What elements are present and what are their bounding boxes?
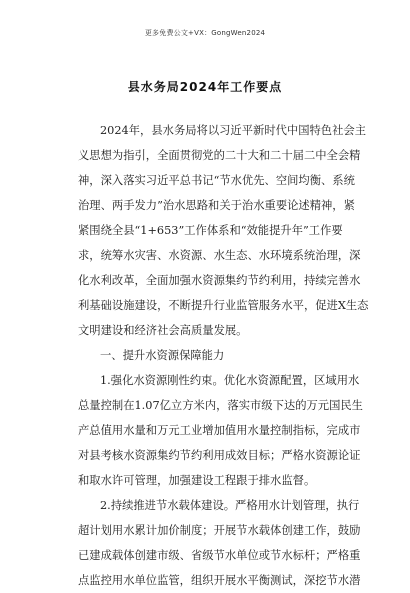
intro-line: 化水利改革，全面加强水资源集约节约利用，持续完善水 bbox=[78, 274, 361, 287]
item1-line: 产总值用水量和万元工业增加值用水量控制指标，完成市 bbox=[78, 424, 361, 437]
intro-line: 神，深入落实习近平总书记“节水优先、空间均衡、系统 bbox=[78, 174, 355, 187]
item2-line: 点监控用水单位监管，组织开展水平衡测试，深挖节水潜 bbox=[78, 574, 361, 587]
intro-line: 利基础设施建设，不断提升行业监管服务水平，促进X生态 bbox=[78, 299, 369, 312]
intro-line: 文明建设和经济社会高质量发展。 bbox=[78, 324, 248, 337]
intro-line: 治理、两手发力”治水思路和关于治水重要论述精神，紧 bbox=[78, 199, 355, 212]
document-title: 县水务局2024年工作要点 bbox=[127, 80, 283, 94]
intro-line: 求，统筹水灾害、水资源、水生态、水环境系统治理，深 bbox=[78, 249, 361, 262]
document-body bbox=[78, 118, 369, 593]
item2-line: 超计划用水累计加价制度；开展节水载体创建工作，鼓励 bbox=[78, 524, 361, 537]
item2-line: 已建成载体创建市级、省级节水单位或节水标杆；严格重 bbox=[78, 549, 361, 562]
intro-line: 紧围绕全县“1+653”工作体系和“效能提升年”工作要 bbox=[78, 224, 343, 237]
item1-line: 和取水许可管理，加强建设工程跟于排水监督。 bbox=[78, 474, 316, 487]
section-heading: 一、提升水资源保障能力 bbox=[100, 349, 225, 362]
intro-line: 2024年，县水务局将以习近平新时代中国特色社会主 bbox=[100, 124, 366, 137]
header-note: 更多免费公文+VX：GongWen2024 bbox=[144, 29, 266, 37]
intro-line: 义思想为指引，全面贯彻党的二十大和二十届二中全会精 bbox=[78, 149, 361, 162]
item1-line: 对县考核水资源集约节约利用成效目标；严格水资源论证 bbox=[78, 449, 361, 462]
item1-line: 1.强化水资源刚性约束。优化水资源配置，区域用水 bbox=[100, 374, 360, 387]
item1-line: 总量控制在1.07亿立方米内，落实市级下达的万元国民生 bbox=[78, 399, 363, 412]
item2-line: 2.持续推进节水载体建设。严格用水计划管理，执行 bbox=[100, 499, 360, 512]
